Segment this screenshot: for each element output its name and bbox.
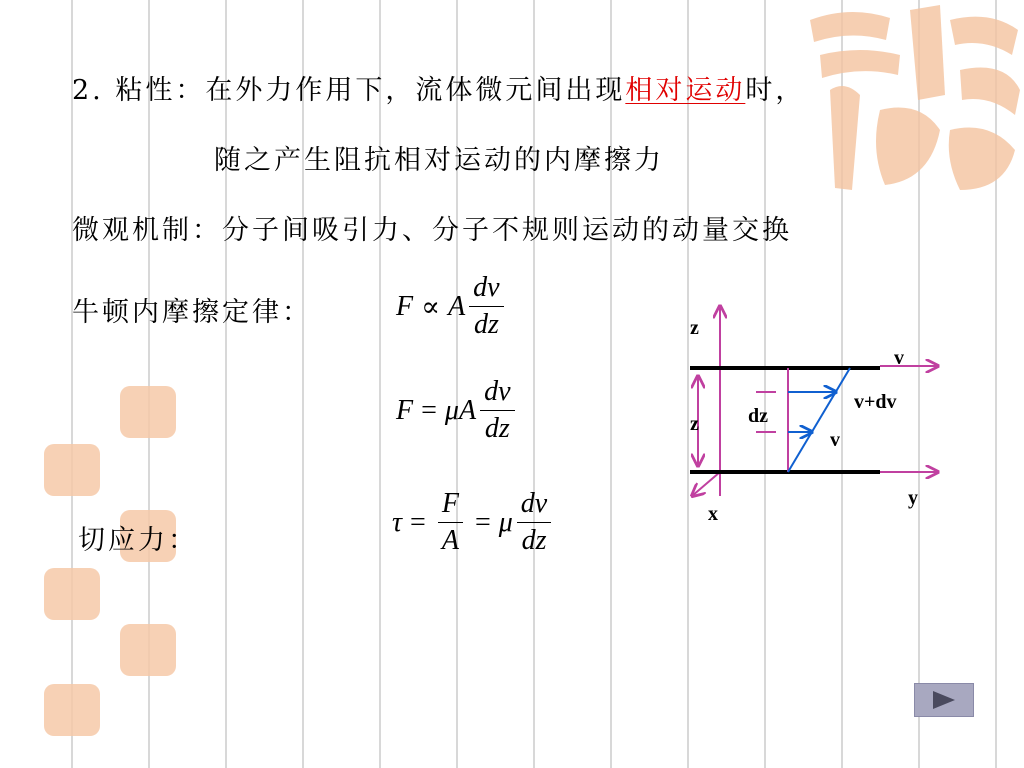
lower-velocity-label: v — [830, 429, 840, 451]
fraction-numerator: dv — [469, 272, 503, 307]
decorative-seal — [44, 444, 100, 496]
formula-coefficient: A — [448, 290, 466, 322]
fraction-numerator: dv — [480, 376, 514, 411]
formula-lhs: τ — [392, 506, 403, 538]
formula-operator: ∝ — [421, 291, 441, 323]
shear-stress-label: 切应力： — [78, 525, 198, 556]
formula-fraction — [469, 272, 503, 341]
formula-fraction-force-area — [438, 488, 463, 557]
fraction-denominator: dz — [484, 413, 510, 444]
viscosity-definition — [72, 68, 805, 107]
formula-lhs: F — [396, 394, 414, 426]
formula-lhs: F — [396, 290, 414, 322]
micro-mechanism: 微观机制：分子间吸引力、分子不规则运动的动量交换 — [72, 215, 792, 246]
top-velocity-label: v — [894, 347, 904, 369]
formula-operator: = — [421, 394, 437, 426]
definition-suffix: 时， — [745, 75, 806, 106]
upper-velocity-label: v+dv — [854, 391, 897, 413]
formula-fraction — [480, 376, 514, 445]
relative-motion-highlight: 相对运动 — [625, 75, 746, 106]
definition-prefix: 2. 粘性：在外力作用下，流体微元间出现 — [72, 75, 626, 106]
decorative-seal — [44, 568, 100, 620]
next-slide-button[interactable] — [914, 683, 974, 717]
x-axis — [692, 472, 720, 496]
formula-coefficient: μA — [444, 394, 477, 426]
formula-operator: = — [410, 506, 426, 538]
fraction-denominator: dz — [521, 525, 547, 556]
dz-label: dz — [748, 405, 768, 427]
decorative-seal-large — [790, 0, 1024, 200]
decorative-seal — [120, 624, 176, 676]
fraction-denominator: A — [441, 525, 459, 556]
formula-fraction-gradient — [517, 488, 551, 557]
x-axis-label: x — [708, 503, 718, 525]
velocity-profile-diagram — [680, 296, 950, 536]
z-axis-label: z — [690, 317, 699, 339]
decorative-seal — [120, 386, 176, 438]
gap-height-label: z — [690, 413, 699, 435]
fraction-denominator: dz — [473, 309, 499, 340]
decorative-seal — [44, 684, 100, 736]
fraction-numerator: F — [438, 488, 463, 523]
y-axis-label: y — [908, 487, 918, 509]
viscosity-continuation: 随之产生阻抗相对运动的内摩擦力 — [214, 145, 664, 176]
formula-newton — [396, 376, 519, 445]
formula-proportional — [396, 272, 508, 341]
formula-operator: = — [474, 506, 491, 538]
fraction-numerator: dv — [517, 488, 551, 523]
play-next-icon — [931, 690, 957, 710]
formula-coefficient: μ — [498, 506, 513, 538]
velocity-profile-line — [788, 368, 850, 472]
newton-law-label: 牛顿内摩擦定律： — [72, 297, 312, 328]
formula-shear-stress — [392, 488, 555, 557]
